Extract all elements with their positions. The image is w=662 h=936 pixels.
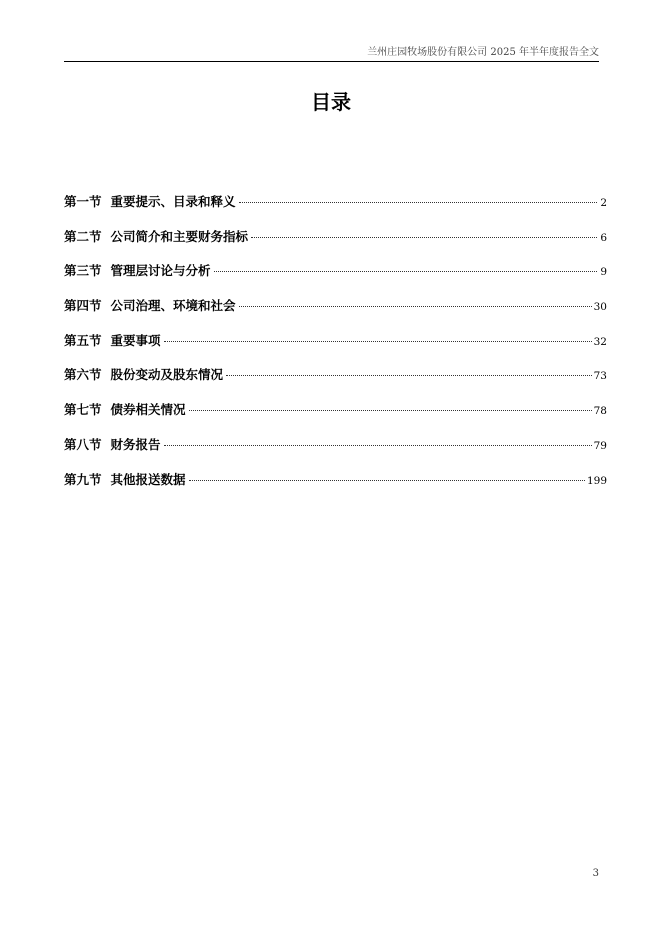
toc-dot-leader xyxy=(239,202,597,203)
toc-section-number: 第四节 xyxy=(64,298,102,314)
toc-section-name: 公司治理、环境和社会 xyxy=(110,298,236,314)
toc-dot-leader xyxy=(251,237,597,238)
toc-entry-section-6[interactable] xyxy=(64,365,607,400)
toc-entry-section-4[interactable] xyxy=(64,296,607,331)
toc-dot-leader xyxy=(189,410,592,411)
toc-dot-leader xyxy=(239,306,592,307)
toc-entry-section-7[interactable] xyxy=(64,400,607,435)
toc-entry-section-8[interactable] xyxy=(64,435,607,470)
toc-page-number: 2 xyxy=(600,197,607,209)
toc-page-number: 32 xyxy=(593,335,607,348)
toc-title: 目录 xyxy=(311,90,351,114)
toc-section-name: 股份变动及股东情况 xyxy=(110,367,224,383)
toc-page-number: 78 xyxy=(593,405,607,418)
toc-section-name: 债券相关情况 xyxy=(110,402,186,418)
toc-entry-section-5[interactable] xyxy=(64,331,607,366)
toc-dot-leader xyxy=(226,375,592,376)
page-header: 兰州庄园牧场股份有限公司 2025 年半年度报告全文 xyxy=(367,47,599,58)
toc-section-name: 其他报送数据 xyxy=(110,471,186,487)
toc-section-number: 第三节 xyxy=(64,263,102,279)
table-of-contents xyxy=(64,192,607,504)
toc-dot-leader xyxy=(164,341,592,342)
toc-dot-leader xyxy=(164,445,592,446)
toc-page-number: 9 xyxy=(600,266,607,279)
toc-entry-section-9[interactable] xyxy=(64,470,607,505)
toc-section-name: 重要事项 xyxy=(110,332,161,348)
toc-dot-leader xyxy=(189,480,585,481)
toc-page-number: 6 xyxy=(600,231,607,244)
toc-entry-section-2[interactable] xyxy=(64,227,607,262)
toc-section-name: 管理层讨论与分析 xyxy=(110,263,211,279)
toc-section-number: 第一节 xyxy=(64,194,102,209)
toc-entry-section-1[interactable] xyxy=(64,192,607,227)
toc-page-number: 30 xyxy=(593,301,607,314)
toc-page-number: 199 xyxy=(586,474,607,487)
toc-section-number: 第六节 xyxy=(64,367,102,383)
toc-section-number: 第八节 xyxy=(64,436,102,452)
toc-section-name: 公司简介和主要财务指标 xyxy=(110,228,249,244)
page-number: 3 xyxy=(592,868,599,879)
toc-dot-leader xyxy=(214,271,597,272)
toc-section-name: 财务报告 xyxy=(110,436,161,452)
toc-section-number: 第七节 xyxy=(64,402,102,418)
header-rule xyxy=(64,61,599,62)
toc-section-number: 第五节 xyxy=(64,332,102,348)
toc-entry-section-3[interactable] xyxy=(64,261,607,296)
toc-page-number: 73 xyxy=(593,370,607,383)
toc-section-number: 第九节 xyxy=(64,471,102,487)
toc-section-number: 第二节 xyxy=(64,228,102,244)
toc-section-name: 重要提示、目录和释义 xyxy=(110,194,236,209)
toc-page-number: 79 xyxy=(593,439,607,452)
